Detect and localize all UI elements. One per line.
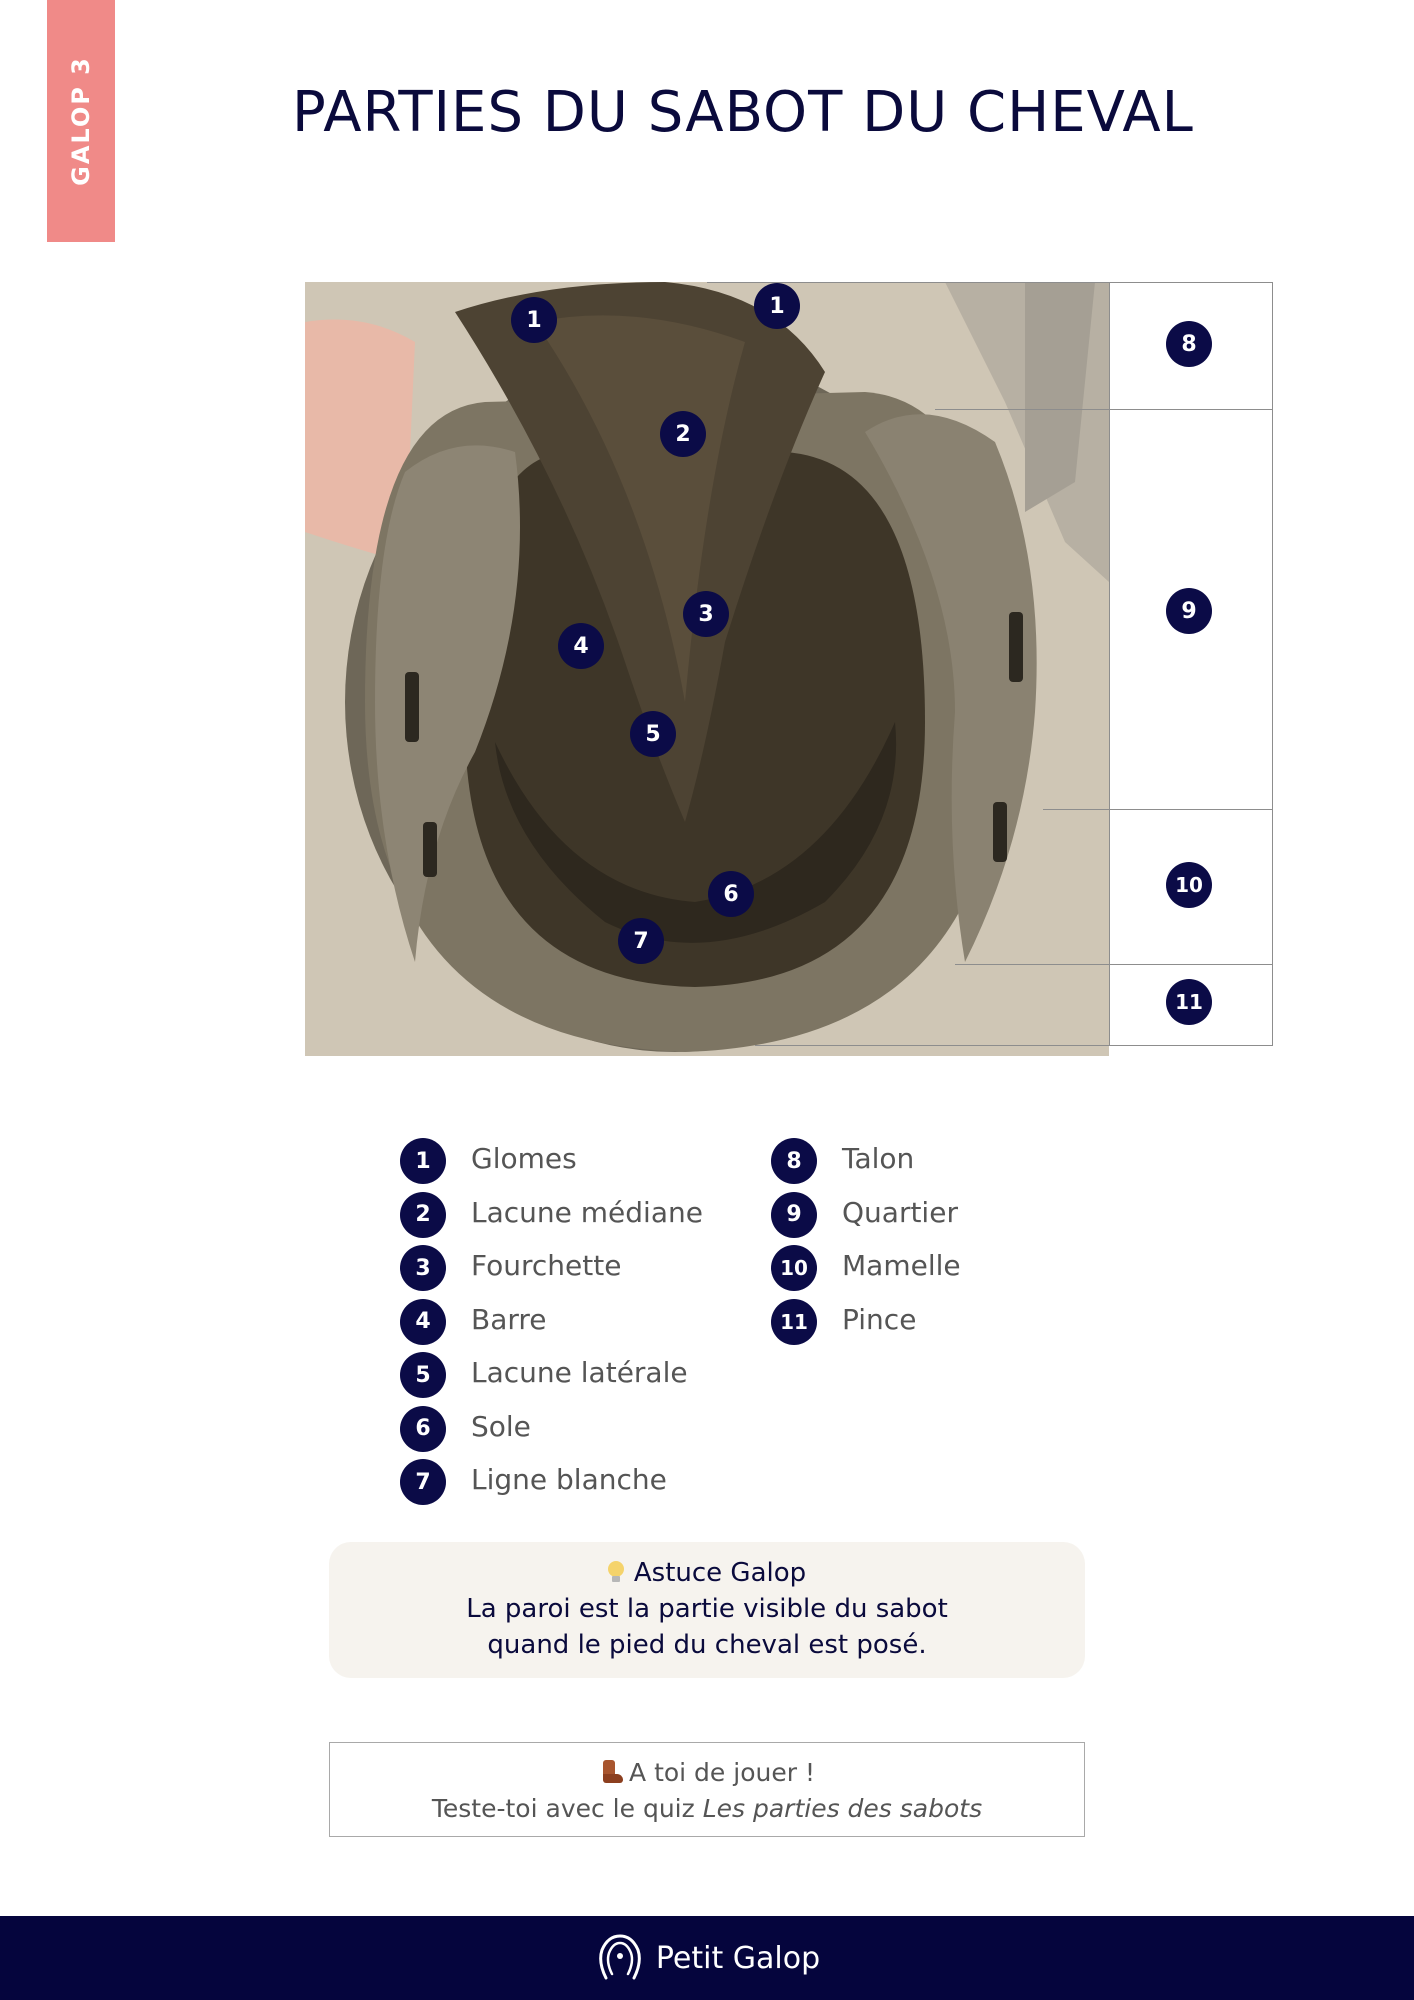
legend-label: Sole (471, 1409, 531, 1443)
tip-line-2: quand le pied du cheval est posé. (487, 1630, 927, 1660)
legend-item (400, 1350, 740, 1404)
legend-label: Quartier (842, 1195, 958, 1229)
marker-pince: 11 (1166, 979, 1212, 1025)
hoof-illustration (305, 282, 1109, 1056)
tip-box (329, 1542, 1085, 1678)
legend-label: Ligne blanche (471, 1463, 667, 1496)
tip-title: Astuce Galop (633, 1558, 807, 1588)
legend-right (771, 1136, 1071, 1350)
marker-ligne-blanche: 7 (618, 918, 664, 964)
brand-name: Petit Galop (655, 1940, 821, 1976)
legend-item (400, 1136, 740, 1190)
quiz-title: A toi de jouer ! (629, 1758, 815, 1787)
page-title: PARTIES DU SABOT DU CHEVAL (292, 80, 1194, 145)
legend-label: Glomes (471, 1142, 577, 1175)
legend-label: Fourchette (471, 1249, 622, 1282)
level-tab (47, 0, 115, 242)
legend-item (400, 1457, 740, 1511)
legend-item (771, 1297, 1071, 1351)
footer (0, 1916, 1414, 2000)
quiz-text: Teste-toi avec le quiz (431, 1794, 703, 1823)
lightbulb-icon (608, 1561, 624, 1583)
legend-label: Talon (842, 1142, 915, 1175)
quiz-box[interactable] (329, 1742, 1085, 1837)
legend-label: Mamelle (842, 1249, 961, 1282)
marker-glomes-left: 1 (511, 297, 557, 343)
legend-number: 7 (400, 1459, 446, 1505)
legend-number: 4 (400, 1299, 446, 1345)
legend-item (400, 1190, 740, 1244)
boot-icon (599, 1760, 623, 1784)
legend-label: Lacune médiane (471, 1195, 703, 1229)
horseshoe-logo-icon (594, 1932, 646, 1984)
legend-label: Lacune latérale (471, 1356, 688, 1389)
quiz-link[interactable]: Les parties des sabots (702, 1794, 983, 1823)
level-tab-label: GALOP 3 (67, 56, 96, 186)
marker-barre: 4 (558, 623, 604, 669)
legend-item (400, 1243, 740, 1297)
tip-line-1: La paroi est la partie visible du sabot (466, 1594, 948, 1624)
legend-item (400, 1404, 740, 1458)
marker-mamelle: 10 (1166, 862, 1212, 908)
legend-number: 9 (771, 1192, 817, 1238)
legend-item (400, 1297, 740, 1351)
legend-number: 6 (400, 1406, 446, 1452)
legend-item (771, 1243, 1071, 1297)
callout-line-pince-bottom (755, 1045, 1109, 1046)
callout-line-pince (955, 964, 1109, 965)
legend-number: 8 (771, 1138, 817, 1184)
callout-line-talon (707, 282, 1109, 283)
hoof-figure (305, 282, 1273, 1058)
marker-talon: 8 (1166, 321, 1212, 367)
marker-fourchette: 3 (683, 591, 729, 637)
legend-number: 3 (400, 1245, 446, 1291)
marker-sole: 6 (708, 871, 754, 917)
hoof-photo (305, 282, 1109, 1056)
legend-number: 11 (771, 1299, 817, 1345)
legend-number: 5 (400, 1352, 446, 1398)
legend-number: 2 (400, 1192, 446, 1238)
marker-lacune-mediane: 2 (660, 411, 706, 457)
legend-number: 1 (400, 1138, 446, 1184)
legend-item (771, 1190, 1071, 1244)
legend-left (400, 1136, 740, 1511)
legend-item (771, 1136, 1071, 1190)
legend-number: 10 (771, 1245, 817, 1291)
marker-lacune-laterale: 5 (630, 711, 676, 757)
legend-label: Barre (471, 1302, 547, 1336)
callout-line-quartier (935, 409, 1109, 410)
marker-glomes-right: 1 (754, 283, 800, 329)
marker-quartier: 9 (1166, 588, 1212, 634)
callout-line-mamelle (1043, 809, 1109, 810)
legend-label: Pince (842, 1302, 917, 1336)
